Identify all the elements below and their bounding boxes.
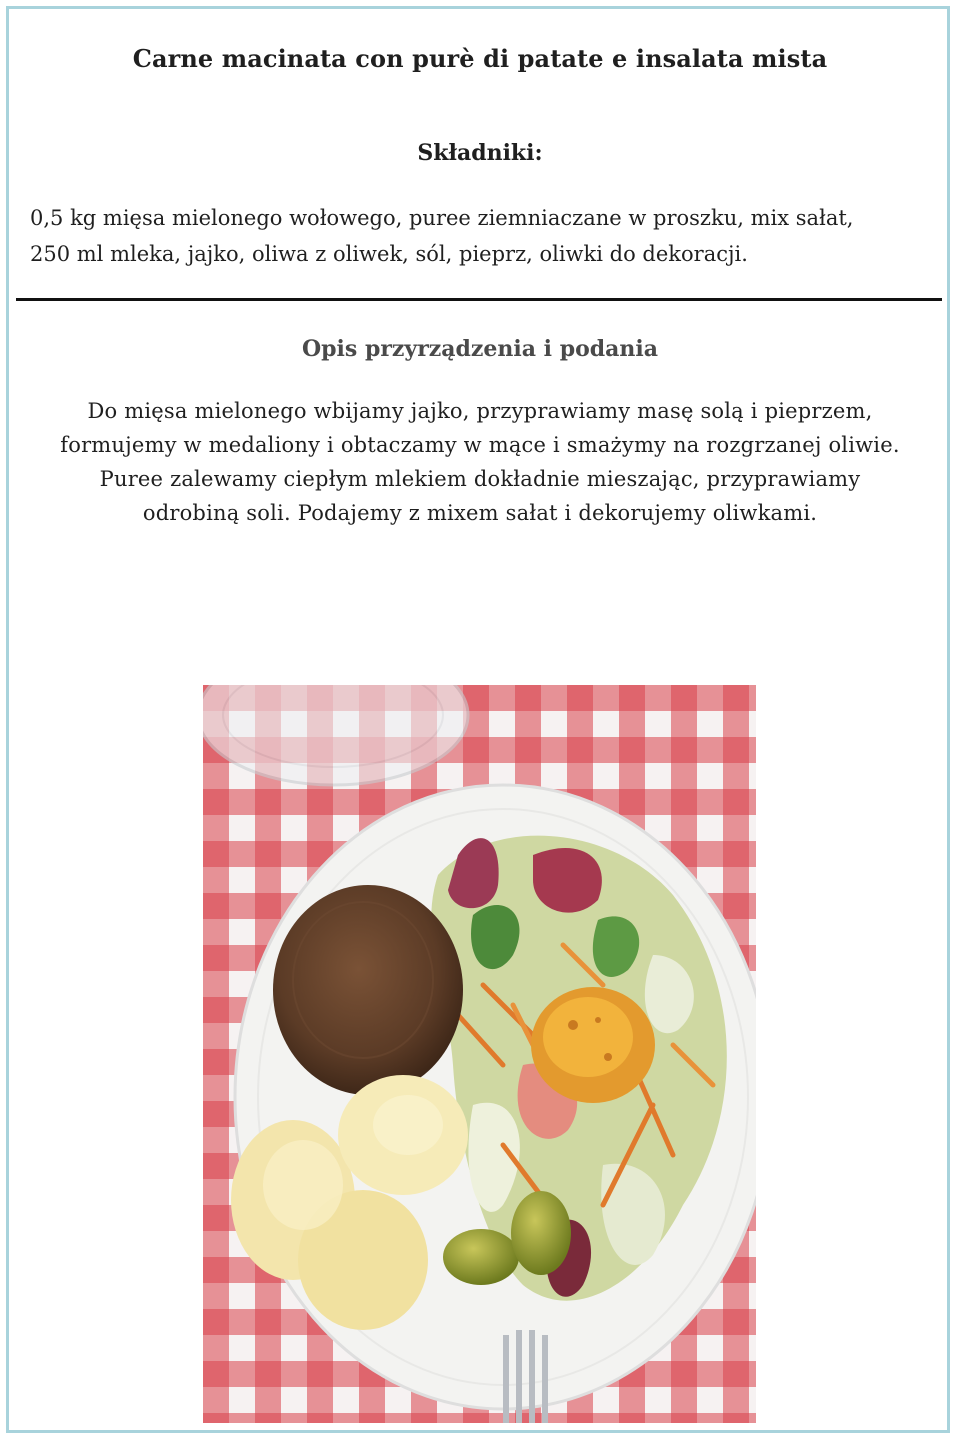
preparation-line: Puree zalewamy ciepłym mlekiem dokładnie mieszając, przyprawiamy <box>99 467 861 491</box>
ingredients-heading: Składniki: <box>417 140 543 166</box>
preparation-line: odrobiną soli. Podajemy z mixem sałat i dekorujemy oliwkami. <box>142 501 818 525</box>
meat-patty <box>273 885 463 1095</box>
olive <box>443 1229 519 1285</box>
recipe-title: Carne macinata con purè di patate e insalata mista <box>132 44 828 73</box>
olive <box>511 1191 571 1275</box>
ingredients-line: 250 ml mleka, jajko, oliwa z oliwek, sól, pieprz, oliwki do dekoracji. <box>30 242 748 266</box>
ingredients-text <box>30 200 940 272</box>
preparation-line: formujemy w medaliony i obtaczamy w mące i smażymy na rozgrzanej oliwie. <box>60 433 900 457</box>
ingredients-line: 0,5 kg mięsa mielonego wołowego, puree ziemniaczane w proszku, mix sałat, <box>30 206 854 230</box>
preparation-heading: Opis przyrządzenia i podania <box>302 336 658 362</box>
preparation-text <box>18 394 942 530</box>
section-divider <box>16 298 942 301</box>
fried-cheese-ball <box>531 987 655 1103</box>
preparation-line: Do mięsa mielonego wbijamy jajko, przyprawiamy masę solą i pieprzem, <box>87 399 873 423</box>
dish-photo <box>203 685 756 1423</box>
